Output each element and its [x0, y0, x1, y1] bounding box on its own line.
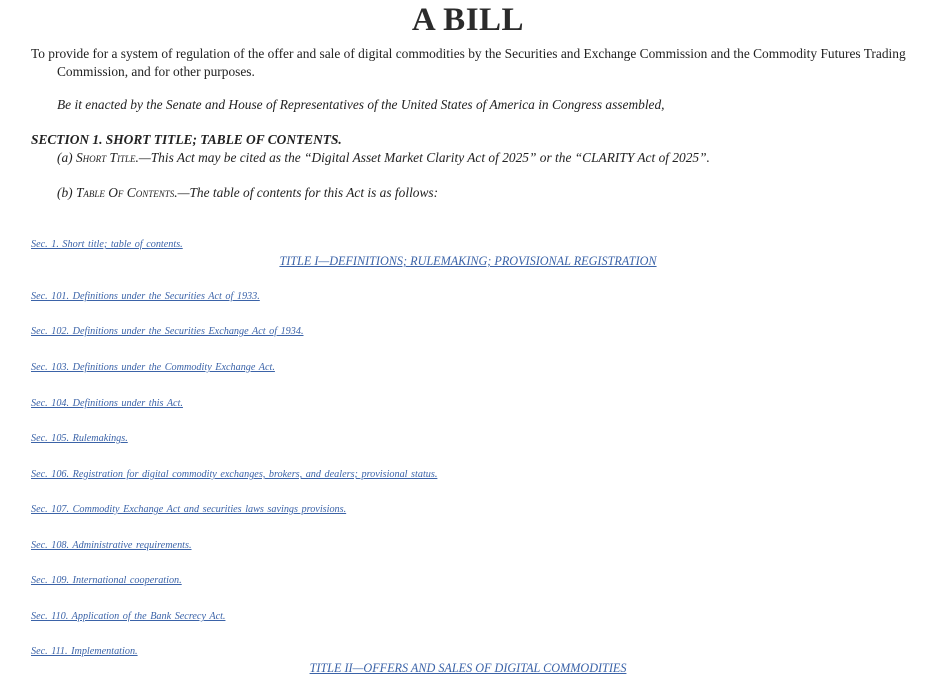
toc-link-sec-108[interactable]: Sec. 108. Administrative requirements.: [31, 540, 192, 551]
toc-link-sec-104[interactable]: Sec. 104. Definitions under this Act.: [31, 398, 183, 409]
toc-link-sec-103[interactable]: Sec. 103. Definitions under the Commodity Exchange Act.: [31, 362, 275, 373]
subsection-b-label: Table Of Contents: [75, 185, 175, 200]
subsection-b-text: .—The table of contents for this Act is as follows:: [174, 185, 439, 200]
toc-link-sec-1[interactable]: Sec. 1. Short title; table of contents.: [31, 239, 183, 250]
toc-link-sec-102[interactable]: Sec. 102. Definitions under the Securities Exchange Act of 1934.: [31, 326, 304, 337]
bill-title: A BILL: [411, 2, 525, 38]
subsection-b-table-of-contents: [57, 185, 438, 201]
section-1-heading: SECTION 1. SHORT TITLE; TABLE OF CONTENTS.: [31, 132, 342, 147]
subsection-a-short-title: [57, 150, 710, 166]
subsection-b-prefix: (b): [57, 185, 76, 200]
toc-link-sec-106[interactable]: Sec. 106. Registration for digital commodity exchanges, brokers, and dealers; provisional status.: [31, 469, 438, 480]
toc-link-sec-110[interactable]: Sec. 110. Application of the Bank Secrecy Act.: [31, 611, 226, 622]
toc-link-sec-105[interactable]: Sec. 105. Rulemakings.: [31, 433, 128, 444]
toc-link-sec-107[interactable]: Sec. 107. Commodity Exchange Act and securities laws savings provisions.: [31, 504, 347, 515]
toc-link-title-1[interactable]: TITLE I—DEFINITIONS; RULEMAKING; PROVISIONAL REGISTRATION: [279, 254, 657, 268]
toc-title-2-row: [0, 661, 926, 676]
bill-purpose: To provide for a system of regulation of the offer and sale of digital commodities by the Securities and Exchange Commission and the Commodity Futures Trading Commission, and for other purposes.: [31, 46, 906, 79]
subsection-a-label: Short Title: [75, 150, 136, 165]
enacting-clause: Be it enacted by the Senate and House of Representatives of the United States of America in Congress assembled,: [57, 97, 665, 112]
subsection-a-text: .—This Act may be cited as the “Digital Asset Market Clarity Act of 2025” or the “CLARITY Act of 2025”.: [135, 150, 710, 165]
toc-link-sec-109[interactable]: Sec. 109. International cooperation.: [31, 575, 182, 586]
toc-link-sec-111[interactable]: Sec. 111. Implementation.: [31, 646, 138, 657]
subsection-a-prefix: (a): [57, 150, 76, 165]
toc-link-title-2[interactable]: TITLE II—OFFERS AND SALES OF DIGITAL COMMODITIES: [309, 661, 627, 675]
toc-title-1-row: [0, 254, 926, 269]
toc-link-sec-101[interactable]: Sec. 101. Definitions under the Securities Act of 1933.: [31, 291, 260, 302]
